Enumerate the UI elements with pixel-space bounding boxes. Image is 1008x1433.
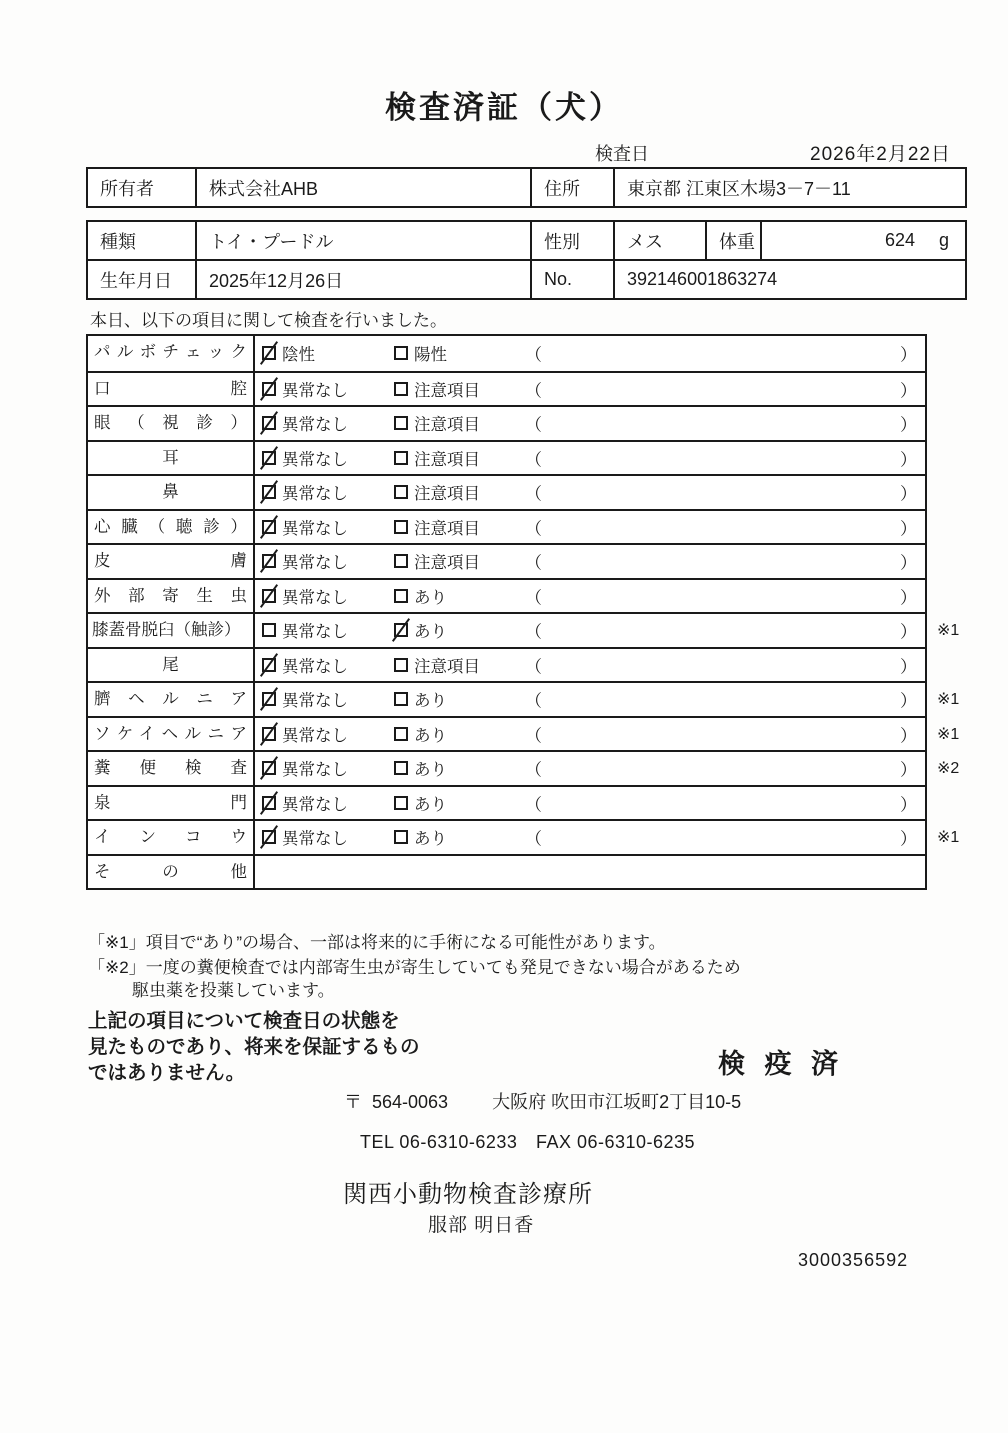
option-label: 異常なし <box>282 761 348 780</box>
intro-text: 本日、以下の項目に関して検査を行いました。 <box>90 311 447 330</box>
option-label: 異常なし <box>282 554 348 573</box>
checked-checkbox-icon <box>262 692 276 706</box>
page-title: 検査済証（犬） <box>385 90 623 125</box>
disclaimer-line-2: 見たものであり、将来を保証するもの <box>88 1036 420 1058</box>
open-paren: （ <box>525 657 542 677</box>
checked-checkbox-icon <box>262 830 276 844</box>
option-label: 注意項目 <box>414 657 480 676</box>
checklist-row <box>88 440 925 475</box>
option-label: 陽性 <box>414 346 447 365</box>
veterinarian-name: 服部 明日香 <box>428 1215 535 1236</box>
checklist-item-name: 耳 <box>88 442 255 475</box>
checklist-item-name: 口腔 <box>88 373 255 406</box>
birthdate-value: 2025年12月26日 <box>195 261 530 298</box>
footnote-1: 「※1」項目で“あり”の場合、一部は将来的に手術になる可能性があります。 <box>88 933 666 952</box>
pet-row-2 <box>88 259 965 298</box>
open-paren: （ <box>525 726 542 746</box>
owner-table <box>86 167 967 208</box>
footnote-2: 「※2」一度の糞便検査では内部寄生虫が寄生していても発見できない場合があるため <box>88 958 741 977</box>
checklist-option <box>394 649 480 682</box>
option-label: 異常なし <box>282 519 348 538</box>
checklist-row <box>88 336 925 371</box>
close-paren: ） <box>900 829 917 849</box>
disclaimer-line-3: ではありません。 <box>88 1062 246 1084</box>
checklist-row <box>88 612 960 647</box>
inspection-date-label: 検査日 <box>595 144 649 164</box>
owner-label: 所有者 <box>100 178 154 199</box>
checklist-option <box>394 718 447 751</box>
checked-checkbox-icon <box>262 658 276 672</box>
disclaimer-text <box>88 1008 420 1086</box>
option-label: 陰性 <box>282 346 315 365</box>
option-label: あり <box>414 795 447 814</box>
checklist-item-name: 心臓（聴診） <box>88 511 255 544</box>
checklist-option <box>262 821 348 854</box>
sex-value: メス <box>613 222 705 259</box>
checklist-item-name: 外部寄生虫 <box>88 580 255 613</box>
weight-value-cell <box>760 222 965 259</box>
option-label: 異常なし <box>282 381 348 400</box>
checklist-row <box>88 543 925 578</box>
close-paren: ） <box>900 553 917 573</box>
checklist-row <box>88 371 925 406</box>
close-paren: ） <box>900 588 917 608</box>
checklist-option <box>394 614 447 647</box>
checklist-option <box>394 336 447 371</box>
unchecked-checkbox-icon <box>394 830 408 844</box>
checklist-option <box>394 580 447 613</box>
checked-checkbox-icon <box>262 382 276 396</box>
checklist-option <box>262 442 348 475</box>
close-paren: ） <box>900 657 917 677</box>
checklist-item-name: 尾 <box>88 649 255 682</box>
close-paren: ） <box>900 415 917 435</box>
checklist-item-name: 眼（視診） <box>88 407 255 440</box>
weight-unit: g <box>938 230 949 250</box>
owner-row <box>88 169 965 206</box>
close-paren: ） <box>900 381 917 401</box>
option-label: 注意項目 <box>414 519 480 538</box>
birthdate-label: 生年月日 <box>100 270 172 291</box>
checklist-row <box>88 474 925 509</box>
checklist-row <box>88 785 925 820</box>
close-paren: ） <box>900 691 917 711</box>
unchecked-checkbox-icon <box>394 382 408 396</box>
unchecked-checkbox-icon <box>394 727 408 741</box>
open-paren: （ <box>525 691 542 711</box>
checklist-option <box>262 649 348 682</box>
address-value: 東京都 江東区木場3－7－11 <box>613 169 965 206</box>
pet-table <box>86 220 967 300</box>
postal-mark: 〒 <box>344 1092 362 1112</box>
footnote-mark: ※1 <box>937 829 960 847</box>
breed-label: 種類 <box>100 231 136 252</box>
checklist-option <box>394 373 480 406</box>
checked-checkbox-icon <box>262 761 276 775</box>
option-label: あり <box>414 588 447 607</box>
checked-checkbox-icon <box>262 727 276 741</box>
number-label: No. <box>530 261 613 298</box>
footnote-mark: ※1 <box>937 725 960 743</box>
checklist-row <box>88 509 925 544</box>
open-paren: （ <box>525 450 542 470</box>
checklist-item-name: 糞便検査 <box>88 752 255 785</box>
footnote-mark: ※2 <box>937 760 960 778</box>
checklist-option <box>262 787 348 820</box>
serial-number: 3000356592 <box>798 1250 909 1270</box>
checked-checkbox-icon <box>262 485 276 499</box>
option-label: 異常なし <box>282 657 348 676</box>
close-paren: ） <box>900 622 917 642</box>
option-label: 注意項目 <box>414 381 480 400</box>
checklist-row <box>88 716 960 751</box>
clinic-address: 大阪府 吹田市江坂町2丁目10-5 <box>492 1092 742 1112</box>
checklist-option <box>394 787 447 820</box>
open-paren: （ <box>525 415 542 435</box>
unchecked-checkbox-icon <box>394 692 408 706</box>
quarantine-passed-stamp: 検 疫 済 <box>718 1049 845 1079</box>
checked-checkbox-icon <box>262 416 276 430</box>
unchecked-checkbox-icon <box>394 346 408 360</box>
option-label: 異常なし <box>282 623 348 642</box>
open-paren: （ <box>525 622 542 642</box>
option-label: 異常なし <box>282 692 348 711</box>
disclaimer-line-1: 上記の項目について検査日の状態を <box>88 1010 400 1032</box>
pet-row-1 <box>88 222 965 259</box>
option-label: 注意項目 <box>414 450 480 469</box>
address-label: 住所 <box>530 169 613 206</box>
checklist-item-name: パルボチェック <box>88 336 255 371</box>
checklist-option <box>394 442 480 475</box>
unchecked-checkbox-icon <box>394 416 408 430</box>
close-paren: ） <box>900 450 917 470</box>
checked-checkbox-icon <box>262 520 276 534</box>
close-paren: ） <box>900 795 917 815</box>
option-label: 異常なし <box>282 416 348 435</box>
checklist-option <box>262 580 348 613</box>
open-paren: （ <box>525 829 542 849</box>
checked-checkbox-icon <box>262 796 276 810</box>
checklist-option <box>262 476 348 509</box>
checklist-row <box>88 819 960 854</box>
inspection-date-value: 2026年2月22日 <box>810 144 951 165</box>
checklist-option <box>394 821 447 854</box>
checklist-item-name: 臍ヘルニア <box>88 683 255 716</box>
open-paren: （ <box>525 345 542 365</box>
unchecked-checkbox-icon <box>262 623 276 637</box>
checklist-row <box>88 750 960 785</box>
checklist-row <box>88 405 925 440</box>
checklist-item-name: 皮膚 <box>88 545 255 578</box>
close-paren: ） <box>900 760 917 780</box>
option-label: 異常なし <box>282 795 348 814</box>
footnote-mark: ※1 <box>937 691 960 709</box>
footnote-2-continued: 駆虫薬を投薬しています。 <box>132 981 335 1000</box>
footnote-mark: ※1 <box>937 622 960 640</box>
unchecked-checkbox-icon <box>394 796 408 810</box>
checklist-item-name: ソケイヘルニア <box>88 718 255 751</box>
checklist-option <box>394 752 447 785</box>
checked-checkbox-icon <box>262 554 276 568</box>
breed-value: トイ・プードル <box>195 222 530 259</box>
checklist-row <box>88 854 925 889</box>
checklist-option <box>262 336 315 371</box>
option-label: あり <box>414 830 447 849</box>
option-label: 注意項目 <box>414 554 480 573</box>
option-label: あり <box>414 761 447 780</box>
weight-label: 体重 <box>705 222 760 259</box>
option-label: 注意項目 <box>414 416 480 435</box>
checklist-item-name: その他 <box>88 856 255 889</box>
option-label: あり <box>414 726 447 745</box>
checklist-item-name: 泉門 <box>88 787 255 820</box>
checklist-option <box>262 614 348 647</box>
option-label: 異常なし <box>282 830 348 849</box>
checked-checkbox-icon <box>262 451 276 465</box>
checklist-table <box>86 334 960 890</box>
open-paren: （ <box>525 519 542 539</box>
unchecked-checkbox-icon <box>394 451 408 465</box>
unchecked-checkbox-icon <box>394 589 408 603</box>
checklist-row <box>88 647 925 682</box>
unchecked-checkbox-icon <box>394 658 408 672</box>
clinic-name: 関西小動物検査診療所 <box>343 1181 593 1208</box>
checklist-option <box>262 752 348 785</box>
open-paren: （ <box>525 760 542 780</box>
clinic-tel-fax: TEL 06-6310-6233 FAX 06-6310-6235 <box>360 1132 696 1152</box>
open-paren: （ <box>525 484 542 504</box>
checklist-option <box>394 511 480 544</box>
number-value: 392146001863274 <box>613 261 965 298</box>
owner-value: 株式会社AHB <box>195 169 530 206</box>
open-paren: （ <box>525 553 542 573</box>
unchecked-checkbox-icon <box>394 761 408 775</box>
clinic-postal-address <box>344 1088 741 1114</box>
option-label: あり <box>414 623 447 642</box>
checklist-option <box>394 545 480 578</box>
option-label: 異常なし <box>282 588 348 607</box>
close-paren: ） <box>900 519 917 539</box>
checklist-row <box>88 681 960 716</box>
unchecked-checkbox-icon <box>394 485 408 499</box>
option-label: 異常なし <box>282 485 348 504</box>
checklist-item-name: インコウ <box>88 821 255 854</box>
checked-checkbox-icon <box>262 346 276 360</box>
checklist-row <box>88 578 925 613</box>
option-label: 異常なし <box>282 450 348 469</box>
checklist-option <box>262 718 348 751</box>
open-paren: （ <box>525 381 542 401</box>
option-label: 注意項目 <box>414 485 480 504</box>
unchecked-checkbox-icon <box>394 554 408 568</box>
close-paren: ） <box>900 345 917 365</box>
checklist-option <box>262 545 348 578</box>
checklist-option <box>262 373 348 406</box>
checklist-option <box>394 476 480 509</box>
checklist-item-name: 膝蓋骨脱臼（触診） <box>88 614 255 647</box>
checked-checkbox-icon <box>394 623 408 637</box>
weight-value: 624 <box>884 230 915 250</box>
checklist-option <box>394 407 480 440</box>
close-paren: ） <box>900 484 917 504</box>
checklist-option <box>394 683 447 716</box>
option-label: あり <box>414 692 447 711</box>
checklist-option <box>262 407 348 440</box>
sex-label: 性別 <box>530 222 613 259</box>
option-label: 異常なし <box>282 726 348 745</box>
close-paren: ） <box>900 726 917 746</box>
unchecked-checkbox-icon <box>394 520 408 534</box>
open-paren: （ <box>525 588 542 608</box>
checklist-option <box>262 511 348 544</box>
open-paren: （ <box>525 795 542 815</box>
checklist-option <box>262 683 348 716</box>
checked-checkbox-icon <box>262 589 276 603</box>
postal-code: 564-0063 <box>372 1092 449 1112</box>
checklist-item-name: 鼻 <box>88 476 255 509</box>
